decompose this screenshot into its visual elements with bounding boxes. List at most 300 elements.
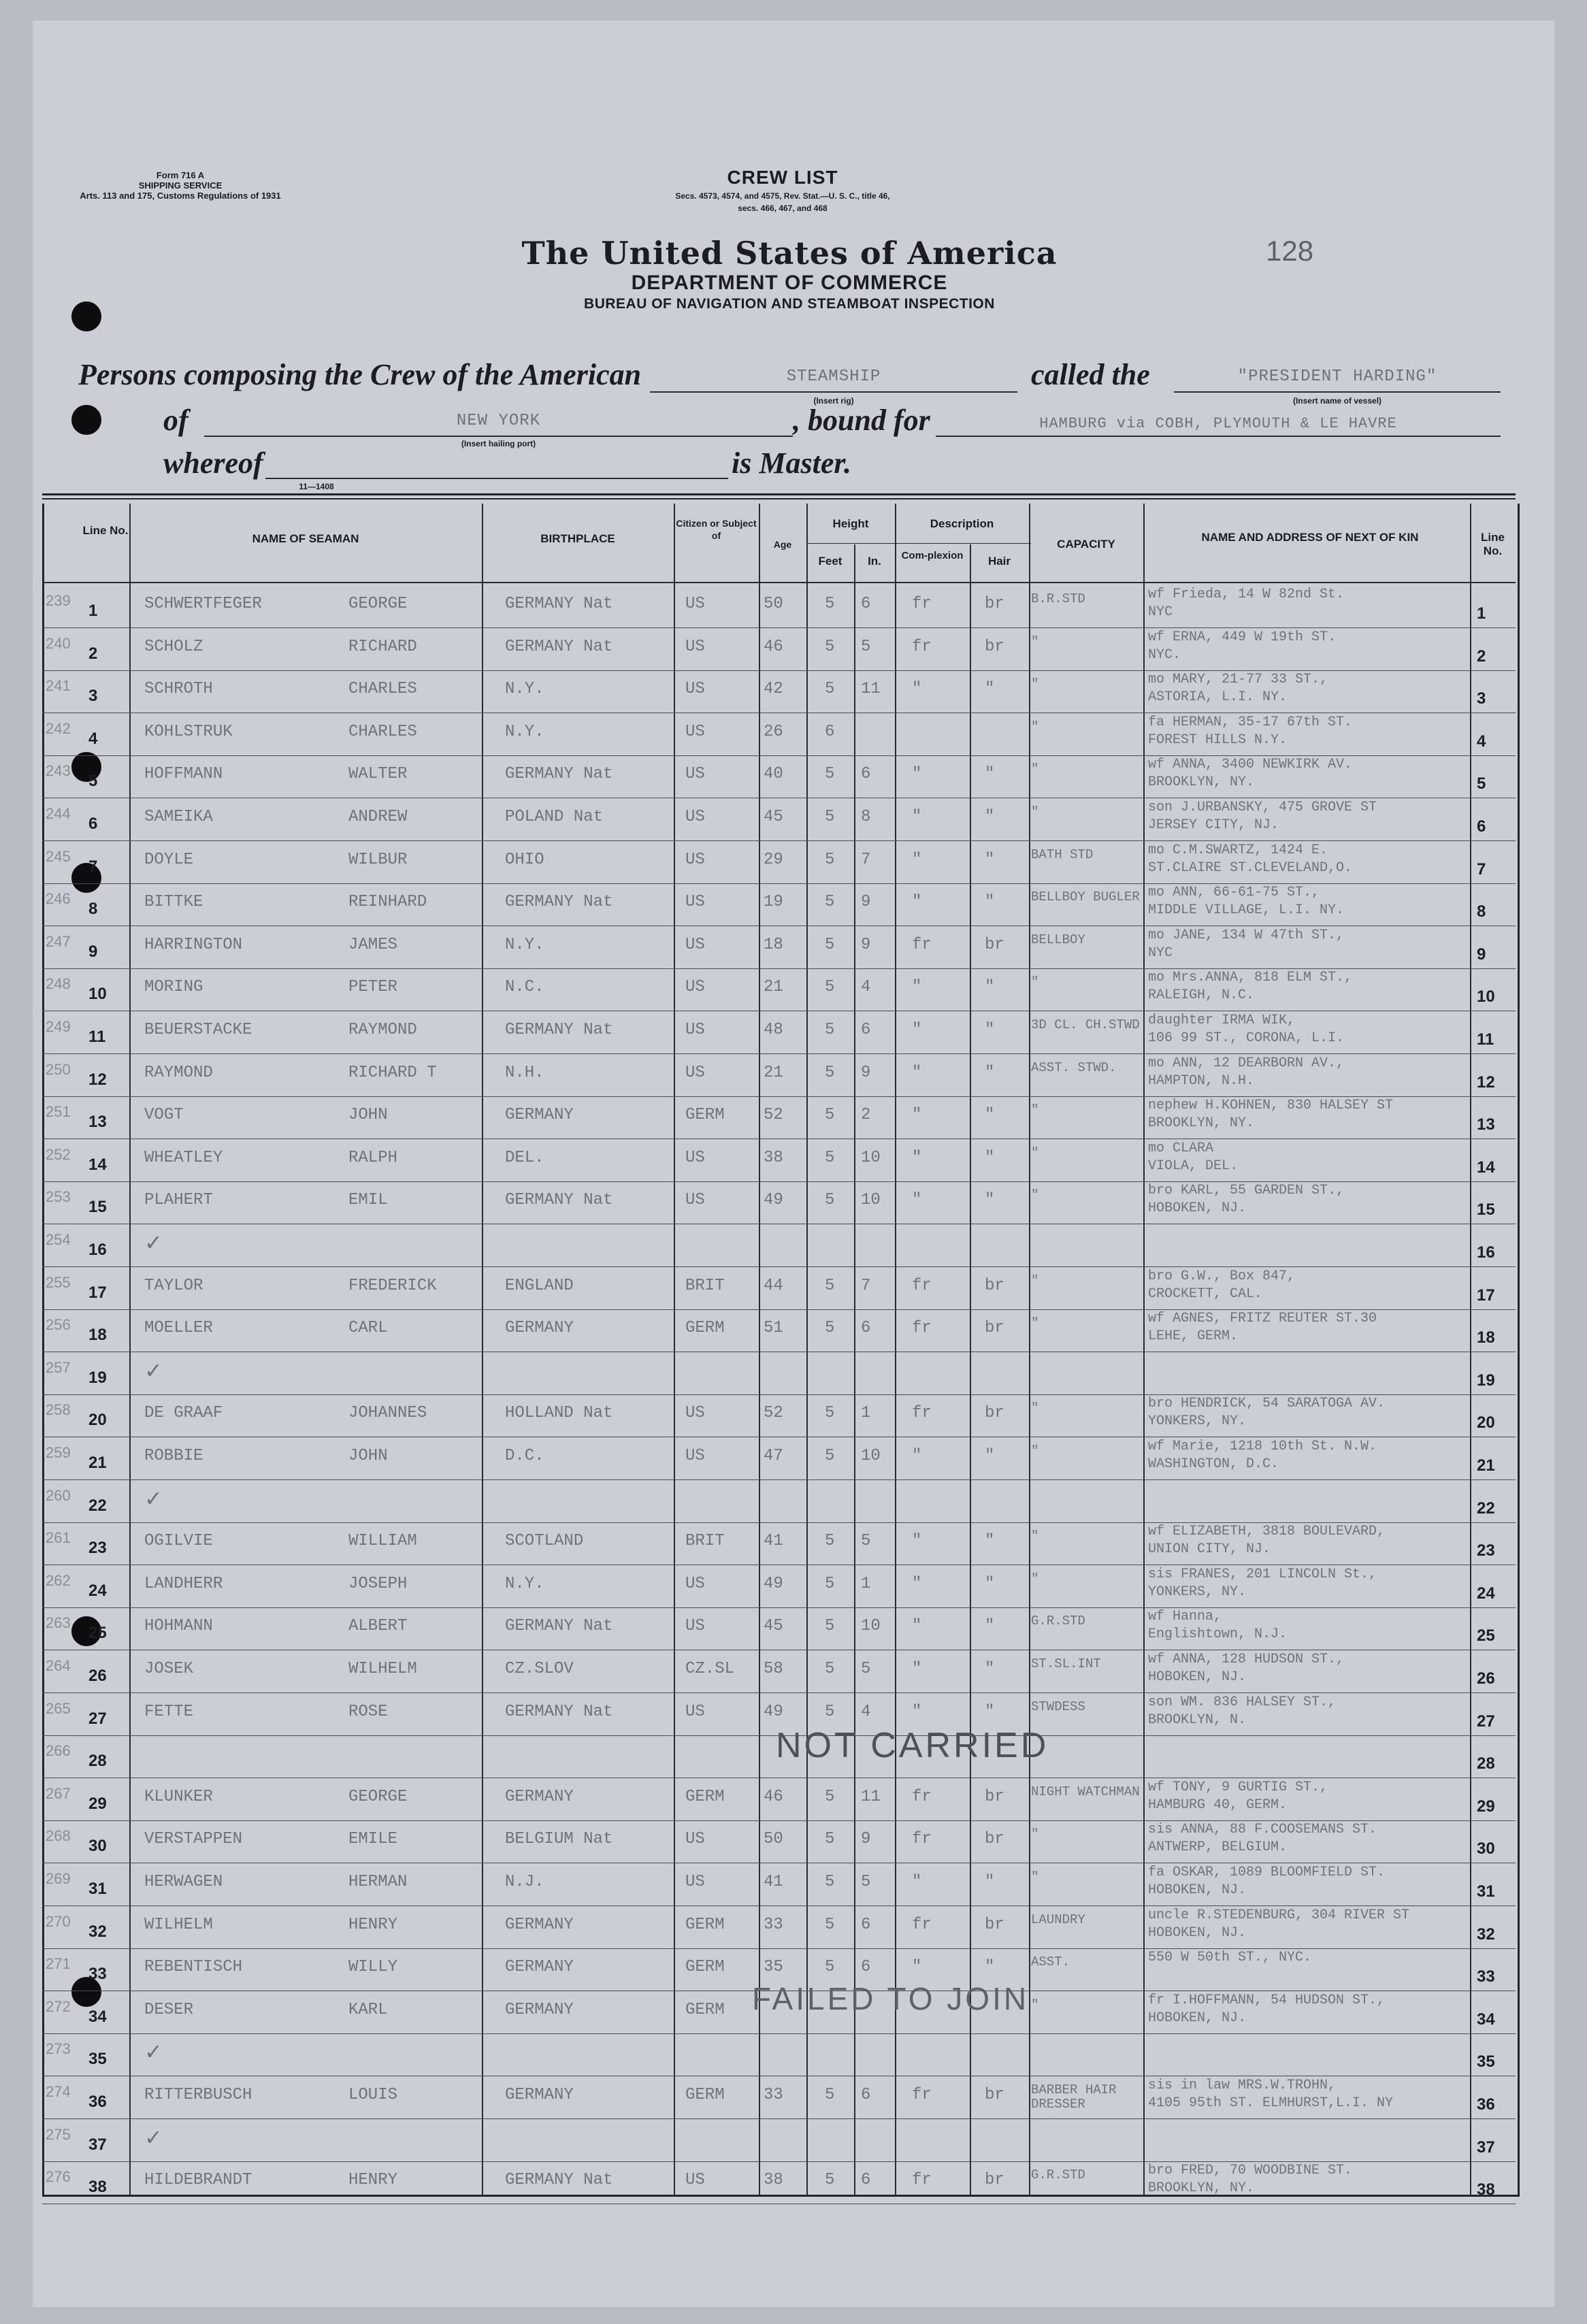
line-number: 14 [88,1156,107,1174]
complexion: fr [912,1319,932,1337]
next-of-kin-line2: CROCKETT, CAL. [1148,1286,1263,1302]
seaman-last-name: VERSTAPPEN [144,1830,243,1848]
bracket-number: 266 [46,1742,71,1759]
table-row [42,1820,1516,1863]
seaman-last-name: REBENTISCH [144,1958,243,1976]
hair: " [985,1873,995,1891]
line-number-right: 10 [1477,987,1495,1006]
seaman-first-name: JOHN [348,1106,388,1124]
line-number: 17 [88,1283,107,1302]
height-feet: 5 [825,2086,835,2104]
line-number: 16 [88,1241,107,1259]
bracket-number: 243 [46,762,71,779]
capacity: " [1031,1188,1039,1202]
header-capacity: CAPACITY [1057,538,1115,551]
citizenship: US [685,1447,705,1465]
line-number: 38 [88,2178,107,2196]
age: 33 [764,1916,783,1934]
bracket-number: 256 [46,1316,71,1333]
seaman-last-name: JOSEK [144,1660,194,1678]
age: 49 [764,1575,783,1593]
height-feet: 5 [825,1277,835,1295]
line-number-right: 23 [1477,1541,1495,1560]
height-inches: 9 [861,1064,871,1082]
vessel-line [1174,391,1501,393]
height-inches: 1 [861,1404,871,1422]
height-inches: 9 [861,1830,871,1848]
line-number: 5 [88,772,98,790]
seaman-first-name: WALTER [348,765,408,783]
age: 29 [764,851,783,869]
complexion: " [912,893,922,911]
age: 41 [764,1873,783,1891]
citizenship: BRIT [685,1532,725,1550]
birthplace: GERMANY [505,1319,574,1337]
seaman-last-name: ✓ [144,2125,163,2150]
capacity: " [1031,1529,1039,1543]
hair: " [985,1703,995,1721]
next-of-kin-line1: bro FRED, 70 WOODBINE ST. [1148,2163,1353,2178]
seaman-last-name: HOFFMANN [144,765,223,783]
capacity: G.R.STD [1031,1614,1085,1629]
seaman-last-name: DESER [144,2001,194,2019]
seaman-first-name: GEORGE [348,595,408,613]
line-number-right: 8 [1477,902,1486,921]
age: 46 [764,1788,783,1806]
citizenship: US [685,595,705,613]
line-number: 37 [88,2135,107,2154]
height-feet: 5 [825,808,835,826]
next-of-kin-line2: YONKERS, NY. [1148,1584,1247,1600]
height-inches: 8 [861,808,871,826]
seaman-first-name: KARL [348,2001,388,2019]
birthplace: DEL. [505,1149,544,1167]
line-number-right: 14 [1477,1158,1495,1177]
line-number: 10 [88,985,107,1003]
complexion: " [912,1021,922,1039]
seaman-last-name: PLAHERT [144,1191,213,1209]
table-row [42,1607,1516,1650]
line-number-right: 38 [1477,2180,1495,2199]
complexion: fr [912,2171,932,2189]
port-line [204,436,793,437]
birthplace: N.Y. [505,723,544,741]
seaman-first-name: WILHELM [348,1660,417,1678]
age: 46 [764,638,783,656]
height-inches: 2 [861,1106,871,1124]
birthplace: GERMANY [505,2001,574,2019]
hair: br [985,1788,1004,1806]
next-of-kin-line1: bro KARL, 55 GARDEN ST., [1148,1183,1345,1198]
height-inches: 6 [861,1319,871,1337]
seaman-last-name: ✓ [144,1486,163,1511]
line-number-right: 18 [1477,1328,1495,1347]
height-inches: 6 [861,2171,871,2189]
seaman-last-name: FETTE [144,1703,194,1721]
seaman-last-name: RAYMOND [144,1064,213,1082]
table-row [42,1522,1516,1565]
age: 19 [764,893,783,911]
hair: " [985,1447,995,1465]
next-of-kin-line2: WASHINGTON, D.C. [1148,1456,1279,1472]
hair: " [985,1958,995,1976]
bracket-number: 253 [46,1188,71,1205]
complexion: " [912,680,922,698]
seaman-first-name: CHARLES [348,723,417,741]
citizenship: US [685,1064,705,1082]
header-line-no-right: Line No. [1481,531,1505,557]
height-feet: 5 [825,1788,835,1806]
vessel-value: "PRESIDENT HARDING" [1237,367,1437,386]
height-inches: 6 [861,1916,871,1934]
birthplace: GERMANY Nat [505,595,613,613]
height-inches: 10 [861,1447,881,1465]
seaman-first-name: REINHARD [348,893,427,911]
bracket-number: 275 [46,2126,71,2143]
line-number: 35 [88,2050,107,2068]
birthplace: GERMANY [505,1916,574,1934]
next-of-kin-line1: son J.URBANSKY, 475 GROVE ST [1148,800,1377,815]
intro-of: of [163,404,189,437]
capacity [1031,2126,1143,2159]
age: 21 [764,978,783,996]
seaman-last-name: SAMEIKA [144,808,213,826]
next-of-kin-line1: wf ERNA, 449 W 19th ST. [1148,629,1337,645]
age: 45 [764,1617,783,1635]
complexion: " [912,1958,922,1976]
height-inches: 4 [861,978,871,996]
age: 38 [764,2171,783,2189]
line-number-right: 21 [1477,1456,1495,1475]
capacity: " [1031,1827,1039,1842]
header-line-no: Line No. [82,524,129,537]
seaman-last-name: OGILVIE [144,1532,213,1550]
complexion: " [912,1873,922,1891]
height-inches: 10 [861,1149,881,1167]
age: 33 [764,2086,783,2104]
hair: br [985,1916,1004,1934]
birthplace: GERMANY Nat [505,1703,613,1721]
line-number: 8 [88,900,98,918]
line-number-right: 16 [1477,1243,1495,1262]
bracket-number: 244 [46,805,71,822]
seaman-last-name: ✓ [144,1358,163,1384]
capacity: G.R.STD [1031,2168,1085,2182]
citizenship: US [685,638,705,656]
complexion: fr [912,1830,932,1848]
hair: " [985,1191,995,1209]
line-number: 11 [88,1028,106,1046]
citizenship: GERM [685,1788,725,1806]
complexion: " [912,1149,922,1167]
line-number: 18 [88,1326,107,1344]
next-of-kin-line1: wf AGNES, FRITZ REUTER ST.30 [1148,1311,1377,1326]
seaman-first-name: ROSE [348,1703,388,1721]
next-of-kin-line1: mo C.M.SWARTZ, 1424 E. [1148,842,1328,858]
age: 49 [764,1191,783,1209]
seaman-last-name: BITTKE [144,893,203,911]
bracket-number: 268 [46,1827,71,1844]
line-number-right: 15 [1477,1200,1495,1219]
line-number-right: 11 [1477,1030,1494,1049]
next-of-kin-line1: sis in law MRS.W.TROHN, [1148,2078,1337,2093]
line-number-right: 6 [1477,817,1486,836]
seaman-last-name: SCHROTH [144,680,213,698]
complexion: fr [912,2086,932,2104]
height-feet: 5 [825,1064,835,1082]
table-top-rule [42,493,1516,495]
citizenship: US [685,1149,705,1167]
line-number-right: 36 [1477,2095,1495,2114]
seaman-last-name: DE GRAAF [144,1404,223,1422]
capacity: ASST. STWD. [1031,1061,1117,1075]
next-of-kin-line1: mo Mrs.ANNA, 818 ELM ST., [1148,970,1353,985]
height-feet: 5 [825,936,835,954]
birthplace: GERMANY Nat [505,1191,613,1209]
line-number-right: 30 [1477,1839,1495,1858]
line-number-right: 13 [1477,1115,1495,1134]
capacity: " [1031,1870,1039,1884]
next-of-kin-line2: HOBOKEN, NJ. [1148,1200,1247,1216]
line-number: 15 [88,1198,107,1216]
seaman-first-name: RALPH [348,1149,398,1167]
capacity: " [1031,720,1039,734]
seaman-last-name: HILDEBRANDT [144,2171,252,2189]
bracket-number: 265 [46,1700,71,1717]
header-inches: In. [868,555,881,568]
height-feet: 5 [825,978,835,996]
hair: br [985,595,1004,613]
table-top-rule-2 [42,498,1516,500]
table-row [42,1437,1516,1480]
seaman-last-name: TAYLOR [144,1277,203,1295]
bracket-number: 271 [46,1955,71,1972]
table-row [42,1181,1516,1224]
birthplace: GERMANY Nat [505,1021,613,1039]
line-number-right: 17 [1477,1286,1495,1305]
complexion: " [912,1191,922,1209]
capacity: " [1031,1274,1039,1288]
birthplace: N.Y. [505,1575,544,1593]
height-inches: 9 [861,936,871,954]
bracket-number: 239 [46,592,71,609]
seaman-first-name: JAMES [348,936,398,954]
age: 51 [764,1319,783,1337]
capacity: NIGHT WATCHMAN [1031,1785,1140,1799]
citizenship: US [685,1873,705,1891]
seaman-last-name: KOHLSTRUK [144,723,233,741]
bracket-number: 262 [46,1572,71,1589]
citizenship: GERM [685,2001,725,2019]
citizenship: US [685,1021,705,1039]
hair: br [985,1404,1004,1422]
next-of-kin-line1: wf ANNA, 3400 NEWKIRK AV. [1148,757,1353,772]
age: 41 [764,1532,783,1550]
height-inches: 9 [861,893,871,911]
next-of-kin-line1: bro HENDRICK, 54 SARATOGA AV. [1148,1396,1386,1411]
capacity: " [1031,635,1039,649]
line-number-right: 12 [1477,1073,1495,1092]
port-value: NEW YORK [456,412,541,430]
bracket-number: 255 [46,1274,71,1291]
bracket-number: 251 [46,1103,71,1120]
table-row [42,1650,1516,1693]
seaman-first-name: PETER [348,978,398,996]
height-inches: 6 [861,1958,871,1976]
table-row [42,1011,1516,1054]
bracket-number: 250 [46,1061,71,1078]
birthplace: D.C. [505,1447,544,1465]
citizenship: US [685,1404,705,1422]
age: 18 [764,936,783,954]
age: 45 [764,808,783,826]
next-of-kin-line1: 550 W 50th ST., NYC. [1148,1950,1312,1965]
citizenship: US [685,723,705,741]
table-row [42,926,1516,969]
line-number-right: 2 [1477,647,1486,666]
table-row [42,1565,1516,1608]
line-number-right: 9 [1477,945,1486,964]
line-number: 7 [88,857,98,876]
birthplace: GERMANY [505,1958,574,1976]
line-number-right: 7 [1477,860,1486,879]
capacity: STWDESS [1031,1700,1085,1714]
table-row [42,1352,1516,1395]
line-number: 25 [88,1624,107,1642]
hair: br [985,1830,1004,1848]
next-of-kin-line2: HOBOKEN, NJ. [1148,2010,1247,2026]
bracket-number: 254 [46,1231,71,1248]
intro-whereof: whereof [163,446,263,480]
table-row [42,798,1516,841]
complexion: " [912,765,922,783]
birthplace: GERMANY Nat [505,893,613,911]
next-of-kin-line2: NYC [1148,604,1173,620]
birthplace: GERMANY Nat [505,638,613,656]
birthplace: N.H. [505,1064,544,1082]
hair: br [985,936,1004,954]
birthplace: GERMANY Nat [505,765,613,783]
line-number: 31 [88,1880,107,1898]
table-row [42,1863,1516,1906]
next-of-kin-line1: fr I.HOFFMANN, 54 HUDSON ST., [1148,1993,1386,2008]
height-inches: 7 [861,1277,871,1295]
height-feet: 5 [825,1830,835,1848]
bracket-number: 264 [46,1657,71,1674]
birthplace: BELGIUM Nat [505,1830,613,1848]
line-number: 6 [88,815,98,833]
height-feet: 5 [825,1319,835,1337]
next-of-kin-line2: HOBOKEN, NJ. [1148,1882,1247,1898]
table-row [42,1054,1516,1097]
next-of-kin-line2: BROOKLYN, N. [1148,1712,1247,1728]
citizenship: US [685,808,705,826]
table-row [42,628,1516,671]
next-of-kin-line1: uncle R.STEDENBURG, 304 RIVER ST [1148,1908,1410,1923]
next-of-kin-line2: BROOKLYN, NY. [1148,2180,1255,2196]
line-number-right: 33 [1477,1967,1495,1986]
complexion: " [912,1660,922,1678]
hair: " [985,851,995,869]
capacity: BARBER HAIR DRESSER [1031,2083,1117,2112]
next-of-kin-line2: FOREST HILLS N.Y. [1148,732,1288,748]
height-feet: 5 [825,1873,835,1891]
complexion: fr [912,638,932,656]
seaman-last-name: WHEATLEY [144,1149,223,1167]
seaman-first-name: WILLIAM [348,1532,417,1550]
seaman-first-name: WILBUR [348,851,408,869]
citizenship: US [685,1191,705,1209]
height-feet: 5 [825,1191,835,1209]
seaman-last-name: ✓ [144,2039,163,2065]
hair: " [985,1575,995,1593]
seaman-last-name: MORING [144,978,203,996]
seaman-first-name: JOHN [348,1447,388,1465]
table-row [42,585,1516,628]
capacity: " [1031,762,1039,776]
next-of-kin-line2: ANTWERP, BELGIUM. [1148,1839,1288,1855]
crew-list-header [612,167,953,213]
height-inches: 11 [861,680,881,698]
line-number: 20 [88,1411,107,1429]
bracket-number: 263 [46,1614,71,1631]
complexion: " [912,1703,922,1721]
next-of-kin-line2: BROOKLYN, NY. [1148,1115,1255,1131]
capacity: " [1031,1998,1039,2012]
seaman-last-name: SCHWERTFEGER [144,595,262,613]
birthplace: CZ.SLOV [505,1660,574,1678]
header-complexion: Com-plexion [901,550,964,561]
complexion: fr [912,1277,932,1295]
next-of-kin-line1: wf Frieda, 14 W 82nd St. [1148,587,1345,602]
seaman-first-name: CARL [348,1319,388,1337]
line-number: 30 [88,1837,107,1855]
next-of-kin-line2: VIOLA, DEL. [1148,1158,1239,1174]
next-of-kin-line1: wf ELIZABETH, 3818 BOULEVARD, [1148,1524,1386,1539]
seaman-last-name: VOGT [144,1106,184,1124]
table-row [42,1224,1516,1267]
form-identifier [37,170,323,201]
bracket-number: 276 [46,2168,71,2185]
rig-line [650,391,1017,393]
bracket-number: 269 [46,1870,71,1887]
height-feet: 5 [825,893,835,911]
next-of-kin-line1: bro G.W., Box 847, [1148,1269,1296,1284]
capacity: " [1031,1146,1039,1160]
statute-reference: Secs. 4573, 4574, and 4575, Rev. Stat.—U. S. C., title 46, [675,191,890,201]
bracket-number: 249 [46,1018,71,1035]
hair: " [985,1021,995,1039]
line-number-right: 34 [1477,2010,1495,2029]
table-row [42,1480,1516,1523]
height-inches: 10 [861,1617,881,1635]
bracket-number: 274 [46,2083,71,2100]
hair: br [985,1277,1004,1295]
seaman-first-name: RICHARD [348,638,417,656]
master-line [265,478,728,479]
citizenship: US [685,978,705,996]
page-stamp-number: 128 [1266,235,1314,267]
age: 48 [764,1021,783,1039]
bracket-number: 267 [46,1785,71,1802]
height-feet: 5 [825,765,835,783]
next-of-kin-line2: JERSEY CITY, NJ. [1148,817,1279,833]
next-of-kin-line1: sis FRANES, 201 LINCOLN St., [1148,1567,1377,1582]
seaman-last-name: MOELLER [144,1319,213,1337]
birthplace: N.C. [505,978,544,996]
hair: br [985,638,1004,656]
line-number-right: 19 [1477,1371,1495,1390]
